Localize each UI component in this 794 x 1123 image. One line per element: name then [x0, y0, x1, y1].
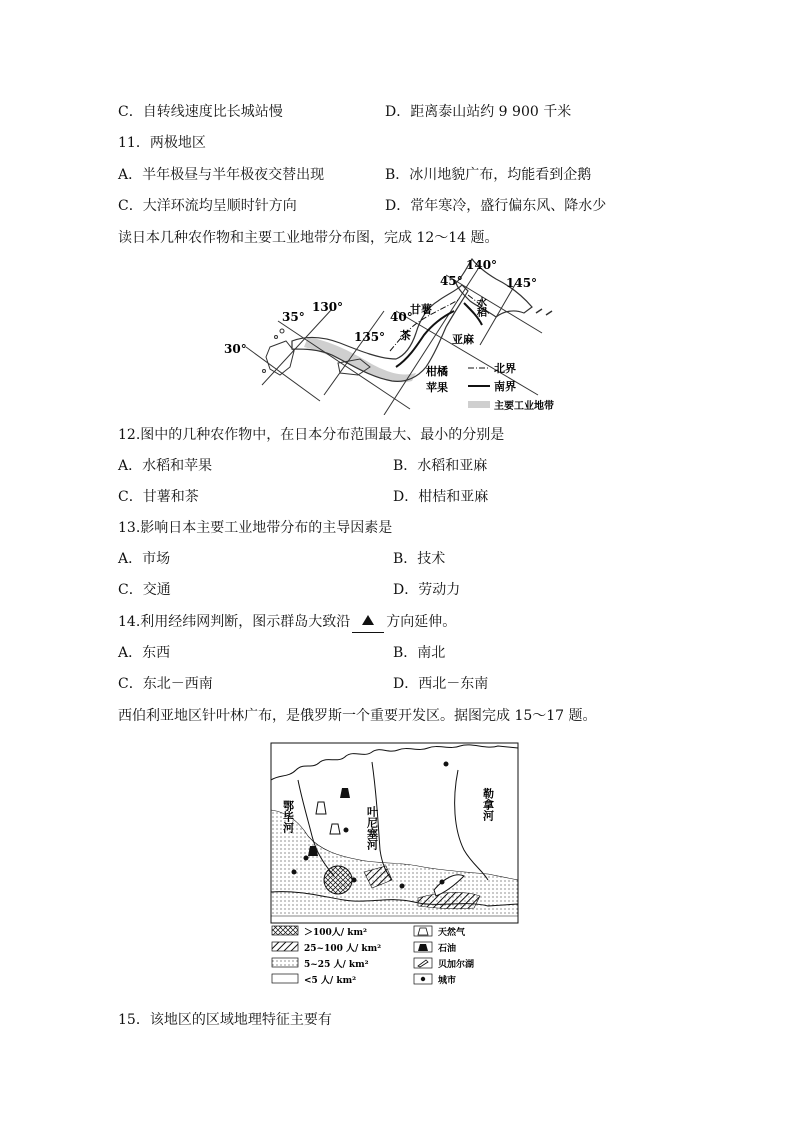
legend-lake: 贝加尔湖	[438, 960, 475, 970]
q11-stem: 11．两极地区	[118, 135, 206, 151]
legend-density-low: 5~25 人/ km²	[304, 960, 369, 970]
city-marker	[352, 878, 357, 883]
q12-option-d: D．柑桔和亚麻	[393, 489, 489, 505]
japan-map	[220, 255, 580, 415]
legend-gas: 天然气	[438, 928, 466, 938]
legend-density-low-swatch	[272, 958, 298, 967]
parallel-40	[396, 311, 538, 395]
q14-stem-before: 14.利用经纬网判断，图示群岛大致沿	[118, 614, 351, 630]
parallel-35	[278, 321, 410, 409]
q14-option-d: D．西北－东南	[393, 676, 489, 692]
triangle-icon	[362, 615, 374, 625]
legend-city: 城市	[438, 976, 457, 986]
q11-option-b: B．冰川地貌广布，均能看到企鹅	[385, 167, 592, 183]
lat-label-40: 40°	[390, 310, 413, 324]
q13-option-c: C．交通	[118, 582, 171, 598]
siberia-map	[268, 740, 524, 990]
lat-label-45: 45°	[440, 274, 463, 288]
legend-density-high-swatch	[272, 926, 298, 935]
crop-label-sweet-potato: 甘薯	[410, 303, 432, 316]
legend-density-min-swatch	[272, 974, 298, 983]
density-high-zone	[324, 866, 352, 894]
lon-label-140: 140°	[466, 258, 498, 272]
q14-stem-after: 方向延伸。	[386, 614, 457, 630]
crop-label-rice: 水稻	[474, 297, 486, 317]
answer-blank	[352, 612, 384, 633]
q14-stem	[118, 612, 456, 633]
lat-label-30: 30°	[224, 342, 247, 356]
city-marker	[444, 762, 449, 767]
crop-label-apple: 苹果	[426, 381, 448, 394]
lat-label-35: 35°	[282, 310, 305, 324]
lon-label-130: 130°	[312, 300, 344, 314]
q13-stem: 13.影响日本主要工业地带分布的主导因素是	[118, 520, 393, 536]
q13-option-a: A．市场	[118, 551, 171, 567]
city-marker	[304, 856, 309, 861]
lon-label-135: 135°	[354, 330, 386, 344]
legend-oil: 石油	[438, 944, 457, 954]
q14-option-a: A．东西	[118, 645, 171, 661]
legend-north-label: 北界	[494, 362, 516, 375]
legend-density-mid-swatch	[272, 942, 298, 951]
island-kyushu	[266, 341, 294, 375]
crop-label-tea: 茶	[400, 329, 411, 342]
q11-option-c: C．大洋环流均呈顺时针方向	[118, 198, 297, 214]
q13-option-d: D．劳动力	[393, 582, 461, 598]
city-marker	[400, 884, 405, 889]
parallel-30	[246, 347, 320, 401]
legend-industry-swatch	[468, 401, 490, 408]
q13-option-b: B．技术	[393, 551, 446, 567]
q10-option-d: D．距离泰山站约 9 900 千米	[385, 104, 572, 120]
q12-option-c: C．甘薯和茶	[118, 489, 199, 505]
legend-south-label: 南界	[494, 380, 516, 393]
q10-option-c: C．自转线速度比长城站慢	[118, 104, 283, 120]
river-label-lena: 勒拿河	[481, 788, 495, 821]
legend-industry-label: 主要工业地带	[494, 401, 554, 412]
legend-density-min: <5 人/ km²	[304, 976, 357, 986]
legend-density-mid: 25~100 人/ km²	[304, 944, 382, 954]
siberia-intro: 西伯利亚地区针叶林广布，是俄罗斯一个重要开发区。据图完成 15～17 题。	[118, 708, 597, 724]
kuril-islands	[536, 309, 552, 315]
q12-option-b: B．水稻和亚麻	[393, 458, 488, 474]
q15-stem: 15．该地区的区域地理特征主要有	[118, 1012, 332, 1028]
city-marker	[344, 828, 349, 833]
japan-intro: 读日本几种农作物和主要工业地带分布图，完成 12～14 题。	[118, 230, 499, 246]
q14-option-b: B．南北	[393, 645, 446, 661]
legend-city-icon	[421, 977, 425, 981]
legend-density-high: ＞100人/ km²	[304, 928, 367, 938]
q12-option-a: A．水稻和苹果	[118, 458, 213, 474]
q12-stem: 12.图中的几种农作物中，在日本分布范围最大、最小的分别是	[118, 427, 505, 443]
crop-label-flax: 亚麻	[452, 333, 474, 346]
city-marker	[292, 870, 297, 875]
q14-option-c: C．东北－西南	[118, 676, 213, 692]
river-label-ob: 鄂毕河	[281, 800, 295, 833]
q11-option-a: A．半年极昼与半年极夜交替出现	[118, 167, 325, 183]
river-label-yenisei: 叶尼塞河	[365, 806, 379, 850]
lon-label-145: 145°	[506, 276, 538, 290]
crop-label-citrus: 柑橘	[426, 365, 448, 378]
q11-option-d: D．常年寒冷，盛行偏东风、降水少	[385, 198, 607, 214]
city-marker	[440, 880, 445, 885]
